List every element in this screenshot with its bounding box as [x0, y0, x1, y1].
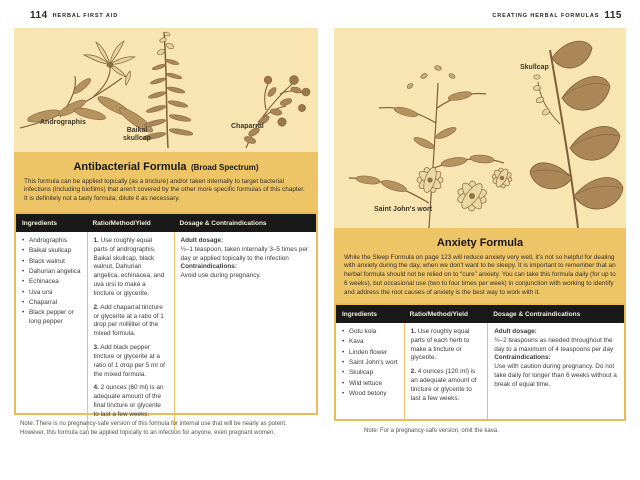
- method-step: 4. 2 ounces (60 ml) is an adequate amount of the final tincture or glycerite to last a few weeks.: [93, 384, 164, 418]
- table-header-row: [336, 305, 624, 323]
- illustration-anxiety-plants: [334, 28, 626, 228]
- ingredient-item: • Linden flower: [342, 349, 398, 358]
- plant-label-chaparral: Chaparral: [231, 123, 264, 130]
- running-header-text: CREATING HERBAL FORMULAS: [492, 13, 600, 19]
- plant-label-skullcap: Skullcap: [520, 64, 549, 71]
- adult-dosage-text: ½–2 teaspoons as needed throughout the day to a maximum of 4 teaspoons per day: [494, 336, 614, 353]
- plant-label-saint-johns-wort: Saint John's wort: [374, 206, 433, 213]
- ingredient-item: • Chaparral: [22, 299, 81, 308]
- contraindications-text: Avoid use during pregnancy.: [180, 272, 261, 280]
- formula-table-anxiety: [334, 303, 626, 421]
- running-header-right: [492, 10, 622, 21]
- ingredient-item: • Saint John's wort: [342, 359, 398, 368]
- col-header-ingredients: Ingredients: [342, 311, 378, 318]
- ingredients-cell: [336, 323, 404, 419]
- page-number: 115: [604, 10, 622, 21]
- page-right: [334, 0, 626, 480]
- dosage-cell: [174, 232, 317, 430]
- formula-title: [14, 152, 318, 175]
- method-step: 1. Use roughly equal parts of andrographis, Baikal skullcap, black walnut, Dahurian angelica, echinacea, and uva ursi to make a tincture or glycerite.: [93, 237, 165, 297]
- formula-intro-box-antibacterial: [14, 152, 318, 212]
- adult-dosage-label: Adult dosage:: [494, 328, 537, 335]
- ingredient-item: • Black pepper or long pepper: [22, 309, 81, 327]
- contraindications-label: Contraindications:: [494, 354, 551, 362]
- formula-intro-box-anxiety: [334, 228, 626, 303]
- botanical-drawing-right: [334, 28, 626, 228]
- formula-title-main: Antibacterial Formula: [73, 161, 187, 173]
- ingredients-cell: [16, 232, 87, 430]
- col-header-ratio: Ratio/Method/Yield: [409, 311, 468, 318]
- ingredient-item: • Black walnut: [22, 258, 81, 267]
- method-step: 2. 4 ounces (120 ml) is an adequate amount of tincture or glycerite to last a few weeks.: [410, 368, 477, 402]
- ingredient-item: • Wild lettuce: [342, 380, 398, 389]
- method-step: 1. Use roughly equal parts of each herb to make a tincture or glycerite.: [410, 328, 470, 362]
- table-body-row: [336, 323, 624, 419]
- ingredient-item: • Echinacea: [22, 278, 81, 287]
- botanical-drawing-left: [14, 28, 318, 152]
- ingredient-item: • Dahurian angelica: [22, 268, 81, 277]
- method-cell: [404, 323, 488, 419]
- col-header-ratio: Ratio/Method/Yield: [92, 220, 151, 227]
- adult-dosage-text: ½–1 teaspoon, taken internally 3–5 times per day or applied topically to the infection: [180, 245, 309, 262]
- illustration-antibacterial-plants: [14, 28, 318, 152]
- dosage-cell: [487, 323, 624, 419]
- method-step: 2. Add chaparral tincture or glycerite at a ratio of 1 drop per milliliter of the mixed formula.: [93, 303, 164, 338]
- col-header-ingredients: Ingredients: [22, 220, 58, 227]
- page-number: 114: [30, 10, 48, 21]
- page-left: [14, 0, 318, 480]
- formula-title-suffix: (Broad Spectrum): [190, 163, 259, 172]
- ingredient-item: • Wood betony: [342, 390, 398, 399]
- ingredient-item: • Gotu kola: [342, 328, 398, 337]
- method-step: 3. Add black pepper tincture or glycerite at a ratio of 1 drop per 5 ml of the mixed formula.: [93, 344, 165, 378]
- table-body-row: [16, 232, 316, 430]
- adult-dosage-label: Adult dosage:: [180, 237, 224, 244]
- contraindications-text: Use with caution during pregnancy. Do not take daily for longer than 6 weeks without a break of equal time.: [494, 363, 617, 388]
- ingredient-item: • Baikal skullcap: [22, 247, 81, 256]
- col-header-dosage: Dosage & Contraindications: [493, 311, 581, 318]
- ingredient-item: • Andrographis: [22, 237, 81, 246]
- col-header-dosage: Dosage & Contraindications: [179, 220, 267, 227]
- formula-intro-text: While the Sleep Formula on page 123 will reduce anxiety very well, it's not so helpful for dealing with anxiety during the day, when we don't want to be sleepy. It is important to remember that an herbal formula should not be relied on to “cure” anxiety. You can take this formula daily (for up to 6 weeks), but occasional use (two to four times per week) in conjunction with working to identify and address the root causes of anxiety is the best way to work with it.: [344, 253, 616, 297]
- formula-intro-text: This formula can be applied topically (as a tincture) and/or taken internally to target bacterial infections (including biofilms) that aren't covered by the other more specific formulas of this chapter. It is definitely not a tasty formula; dilute it as necessary.: [24, 177, 305, 203]
- running-header-text: HERBAL FIRST AID: [52, 13, 119, 19]
- page-note: Note: For a pregnancy-safe version, omit the kava.: [364, 428, 499, 434]
- formula-title-main: Anxiety Formula: [436, 237, 524, 249]
- method-cell: [87, 232, 174, 430]
- plant-label-andrographis: Andrographis: [40, 119, 86, 126]
- ingredient-item: • Skullcap: [342, 369, 398, 378]
- ingredient-item: • Uva ursi: [22, 289, 81, 298]
- plant-label-baikal-skullcap: Baikal skullcap: [122, 127, 151, 143]
- ingredient-item: • Kava: [342, 338, 398, 347]
- table-header-row: [16, 214, 316, 232]
- running-header-left: [30, 10, 118, 21]
- page-note: Note: There is no pregnancy-safe version of this formula for internal use that will be nearly as potent. However, this formula can be applied topically to an infection for anyone, even pregnant women.: [20, 421, 287, 436]
- formula-table-antibacterial: [14, 212, 318, 418]
- formula-title: [334, 228, 626, 251]
- contraindications-label: Contraindications:: [180, 263, 237, 271]
